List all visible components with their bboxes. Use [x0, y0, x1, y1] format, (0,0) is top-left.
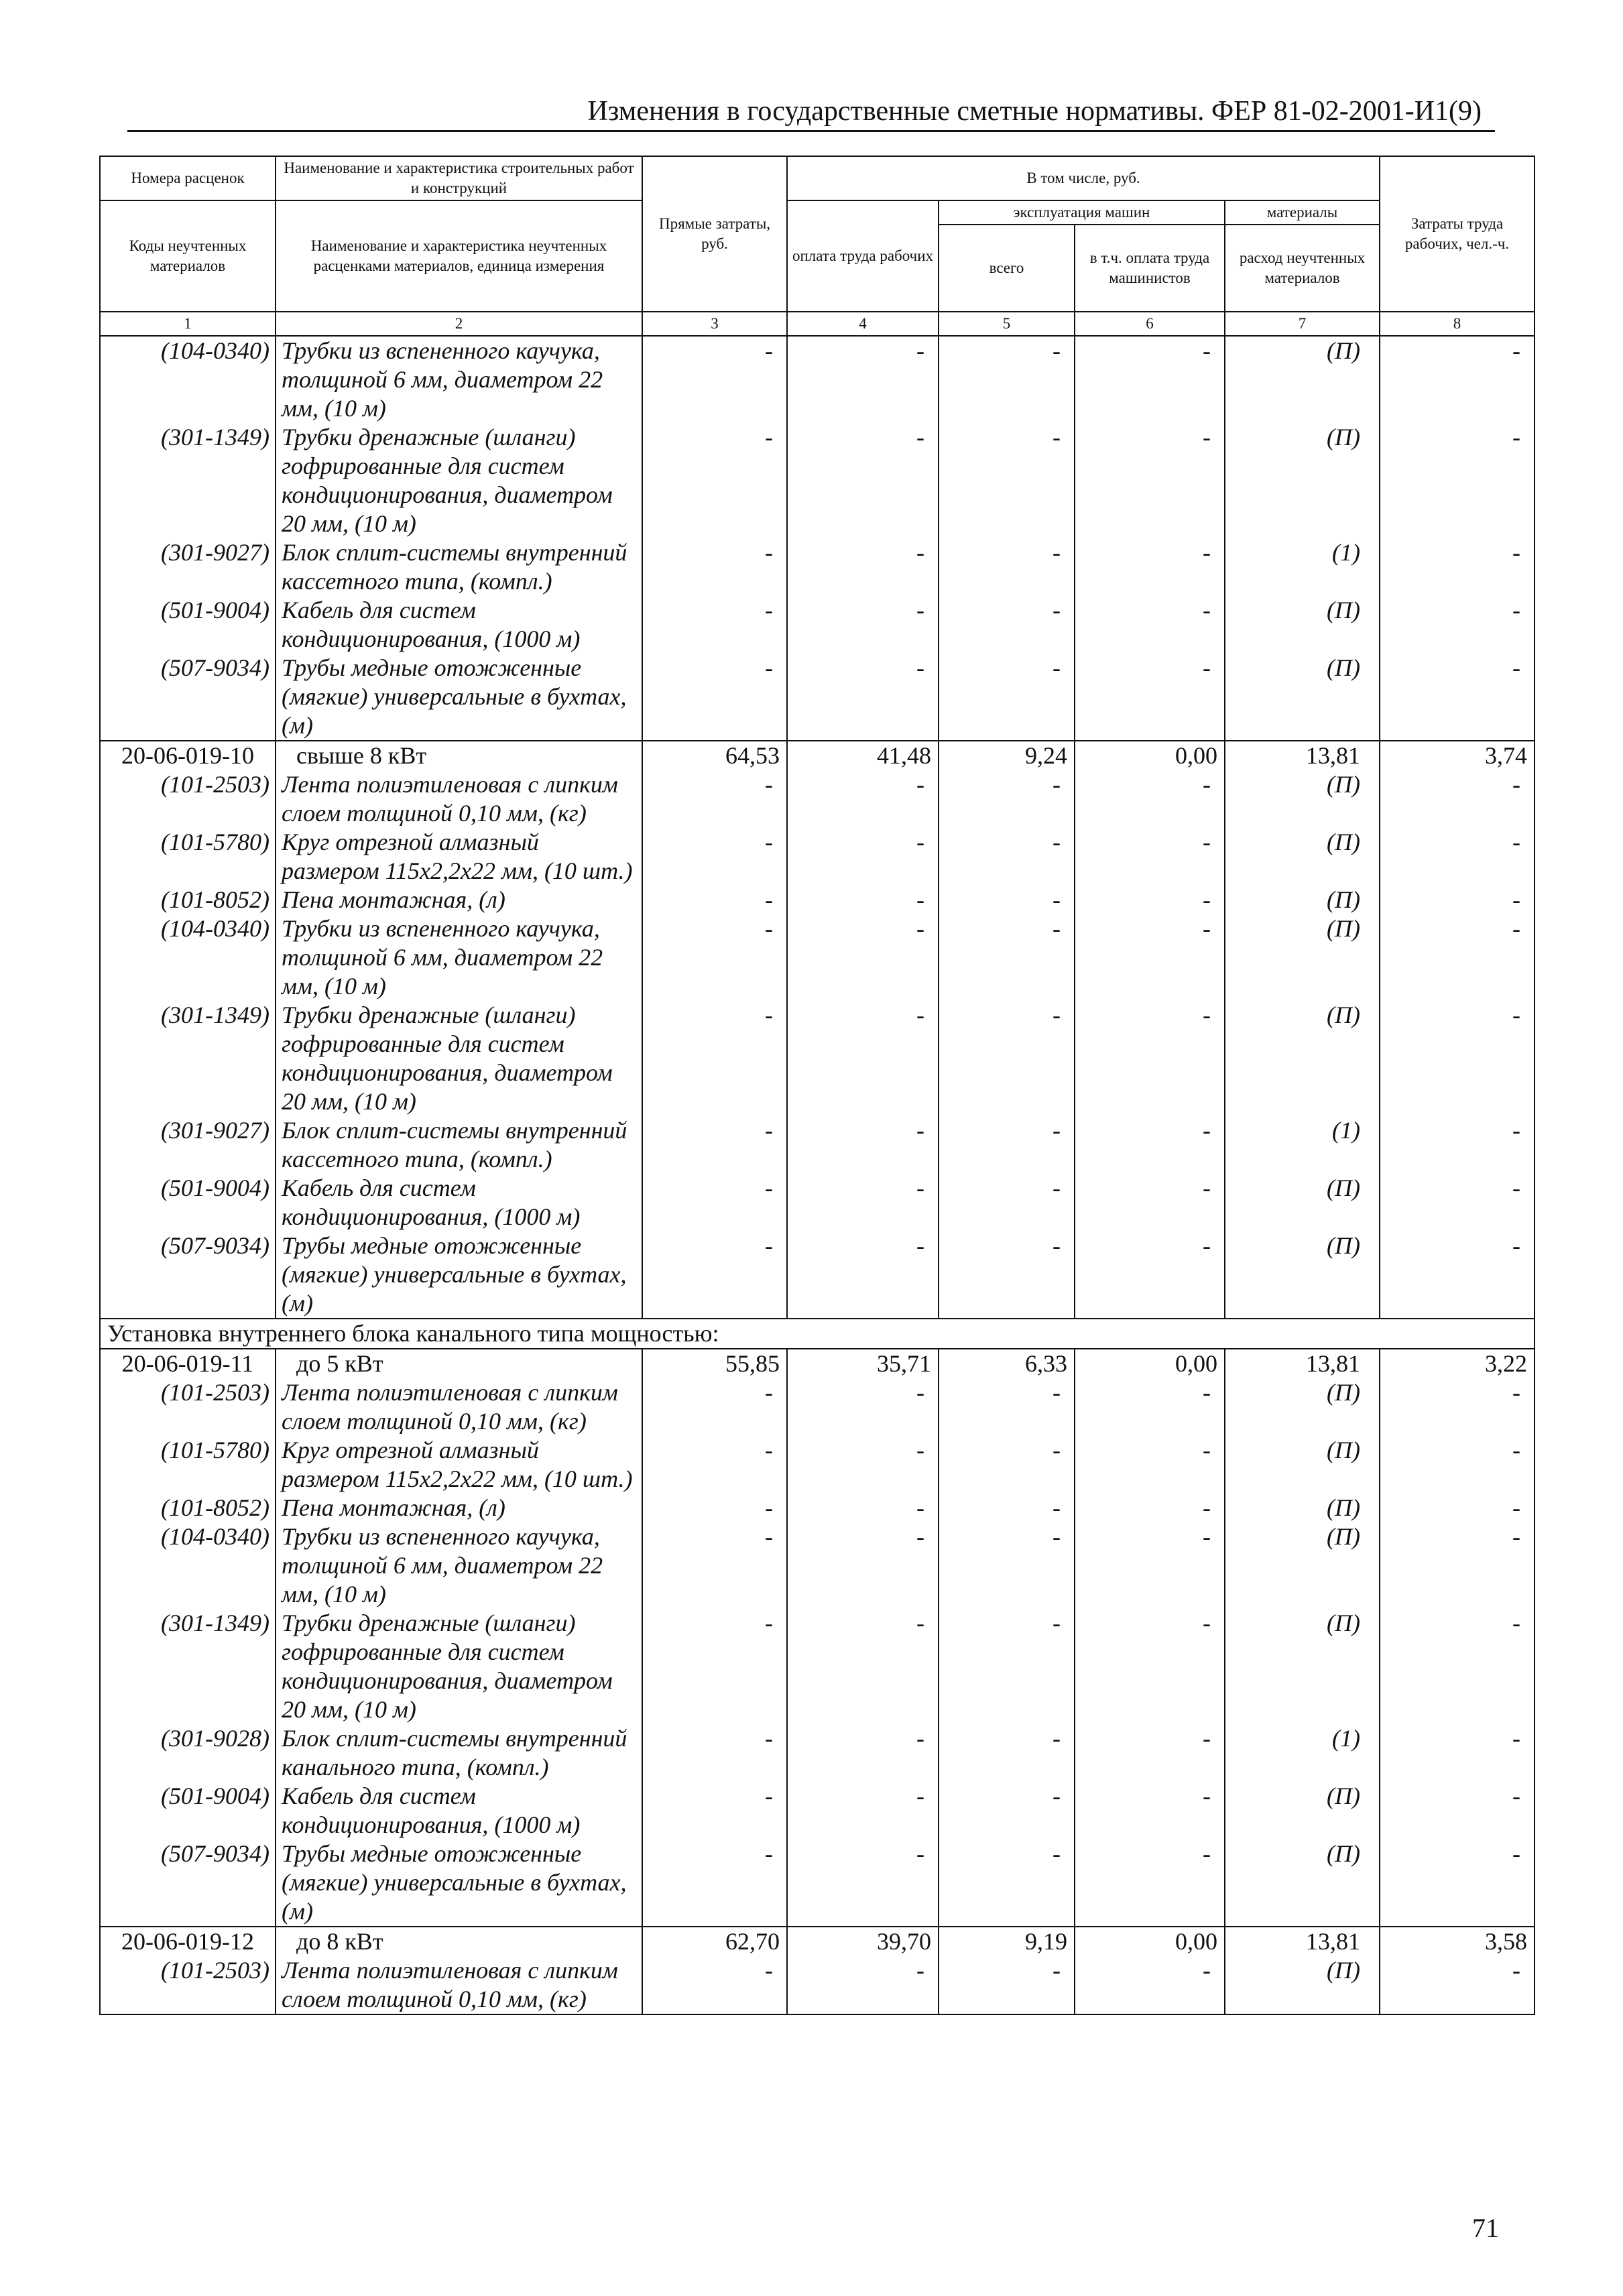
machinist-pay-cell: -	[1075, 770, 1225, 828]
material-name: Трубки из вспененного каучука, толщиной 6 мм, диаметром 22 мм, (10 м)	[276, 336, 642, 423]
col1-bottom-header: Коды неучтенных материалов	[100, 200, 276, 312]
machines-total-cell: -	[939, 1116, 1075, 1174]
materials-cell: (П)	[1225, 1839, 1380, 1927]
machines-total-cell: -	[939, 654, 1075, 741]
labor-pay-cell: -	[787, 886, 939, 914]
labor-hours-cell: -	[1380, 1782, 1535, 1839]
material-row	[100, 1436, 1535, 1494]
direct-costs-cell: -	[642, 886, 787, 914]
col2-top-header: Наименование и характеристика строительных работ и конструкций	[276, 156, 642, 200]
labor-hours-cell: -	[1380, 654, 1535, 741]
machines-header: эксплуатация машин	[939, 200, 1225, 225]
material-row	[100, 1724, 1535, 1782]
materials-cell: (П)	[1225, 828, 1380, 886]
direct-costs-cell: -	[642, 1116, 787, 1174]
material-code: (104-0340)	[100, 336, 276, 423]
material-row	[100, 1494, 1535, 1522]
material-code: (101-2503)	[100, 1956, 276, 2014]
materials-cell: (П)	[1225, 1436, 1380, 1494]
machines-total-cell: -	[939, 1522, 1075, 1609]
material-code: (101-5780)	[100, 1436, 276, 1494]
labor-hours-cell: -	[1380, 1231, 1535, 1319]
materials-cell: (П)	[1225, 770, 1380, 828]
machines-total-cell: -	[939, 1839, 1075, 1927]
materials-cell: 13,81	[1225, 1927, 1380, 1956]
material-name: Трубы медные отожженные (мягкие) универсальные в бухтах, (м)	[276, 1839, 642, 1927]
col6-header: в т.ч. оплата труда машинистов	[1075, 225, 1225, 312]
material-name: Трубки из вспененного каучука, толщиной 6 мм, диаметром 22 мм, (10 м)	[276, 914, 642, 1001]
materials-cell: (1)	[1225, 1724, 1380, 1782]
material-row	[100, 423, 1535, 538]
labor-pay-cell: -	[787, 1231, 939, 1319]
direct-costs-cell: -	[642, 1494, 787, 1522]
material-row	[100, 828, 1535, 886]
labor-pay-cell: 41,48	[787, 741, 939, 770]
labor-hours-cell: -	[1380, 828, 1535, 886]
labor-hours-cell: -	[1380, 1436, 1535, 1494]
section-heading: Установка внутреннего блока канального типа мощностью:	[100, 1319, 1535, 1349]
column-numbers-row	[100, 312, 1535, 336]
labor-pay-cell: -	[787, 770, 939, 828]
direct-costs-cell: -	[642, 1001, 787, 1116]
machines-total-cell: -	[939, 828, 1075, 886]
machines-total-cell: -	[939, 1174, 1075, 1231]
material-row	[100, 914, 1535, 1001]
direct-costs-cell: -	[642, 1724, 787, 1782]
machinist-pay-cell: -	[1075, 336, 1225, 423]
material-code: (101-8052)	[100, 1494, 276, 1522]
machines-total-cell: -	[939, 336, 1075, 423]
materials-cell: 13,81	[1225, 741, 1380, 770]
material-row	[100, 654, 1535, 741]
direct-costs-cell: -	[642, 1839, 787, 1927]
machines-total-cell: -	[939, 770, 1075, 828]
materials-cell: (П)	[1225, 336, 1380, 423]
header-title: Изменения в государственные сметные нормативы. ФЕР 81-02-2001-И1(9)	[587, 96, 1482, 127]
material-code: (301-1349)	[100, 1001, 276, 1116]
materials-cell: (П)	[1225, 596, 1380, 654]
machinist-pay-cell: -	[1075, 1378, 1225, 1436]
machinist-pay-cell: 0,00	[1075, 741, 1225, 770]
material-row	[100, 1174, 1535, 1231]
labor-pay-cell: -	[787, 828, 939, 886]
direct-costs-cell: -	[642, 770, 787, 828]
labor-hours-cell: -	[1380, 1839, 1535, 1927]
price-code: 20-06-019-10	[100, 741, 276, 770]
machines-total-cell: -	[939, 423, 1075, 538]
machinist-pay-cell: -	[1075, 1174, 1225, 1231]
machinist-pay-cell: -	[1075, 596, 1225, 654]
materials-cell: (П)	[1225, 1782, 1380, 1839]
machines-total-cell: -	[939, 1231, 1075, 1319]
section-heading-row	[100, 1319, 1535, 1349]
materials-cell: (П)	[1225, 1378, 1380, 1436]
machinist-pay-cell: -	[1075, 1609, 1225, 1724]
labor-pay-cell: -	[787, 1782, 939, 1839]
labor-hours-cell: -	[1380, 1956, 1535, 2014]
material-row	[100, 336, 1535, 423]
materials-header: материалы	[1225, 200, 1380, 225]
col3-header: Прямые затраты, руб.	[642, 156, 787, 312]
direct-costs-cell: 55,85	[642, 1349, 787, 1378]
machinist-pay-cell: 0,00	[1075, 1349, 1225, 1378]
labor-hours-cell: 3,58	[1380, 1927, 1535, 1956]
material-name: Блок сплит-системы внутренний кассетного типа, (компл.)	[276, 538, 642, 596]
direct-costs-cell: -	[642, 1782, 787, 1839]
material-row	[100, 538, 1535, 596]
machines-total-cell: -	[939, 1494, 1075, 1522]
labor-hours-cell: 3,74	[1380, 741, 1535, 770]
material-code: (501-9004)	[100, 596, 276, 654]
direct-costs-cell: -	[642, 1609, 787, 1724]
materials-cell: (П)	[1225, 423, 1380, 538]
machinist-pay-cell: -	[1075, 1001, 1225, 1116]
material-code: (301-9027)	[100, 1116, 276, 1174]
machines-total-cell: -	[939, 914, 1075, 1001]
material-name: Трубки дренажные (шланги) гофрированные для систем кондиционирования, диаметром 20 мм, (10 м)	[276, 423, 642, 538]
price-row	[100, 741, 1535, 770]
direct-costs-cell: -	[642, 1956, 787, 2014]
material-name: Трубы медные отожженные (мягкие) универсальные в бухтах, (м)	[276, 654, 642, 741]
col-number: 3	[642, 312, 787, 336]
material-row	[100, 770, 1535, 828]
labor-pay-cell: -	[787, 1001, 939, 1116]
price-name: свыше 8 кВт	[276, 741, 642, 770]
labor-hours-cell: -	[1380, 886, 1535, 914]
material-code: (501-9004)	[100, 1782, 276, 1839]
material-name: Круг отрезной алмазный размером 115х2,2х22 мм, (10 шт.)	[276, 1436, 642, 1494]
material-code: (507-9034)	[100, 654, 276, 741]
material-row	[100, 1231, 1535, 1319]
direct-costs-cell: -	[642, 1436, 787, 1494]
material-name: Пена монтажная, (л)	[276, 1494, 642, 1522]
materials-cell: (П)	[1225, 1956, 1380, 2014]
col8-header: Затраты труда рабочих, чел.-ч.	[1380, 156, 1535, 312]
labor-pay-cell: -	[787, 538, 939, 596]
labor-hours-cell: -	[1380, 1609, 1535, 1724]
labor-hours-cell: -	[1380, 423, 1535, 538]
machinist-pay-cell: 0,00	[1075, 1927, 1225, 1956]
direct-costs-cell: -	[642, 828, 787, 886]
machines-total-cell: -	[939, 1378, 1075, 1436]
labor-hours-cell: -	[1380, 1522, 1535, 1609]
direct-costs-cell: 62,70	[642, 1927, 787, 1956]
machinist-pay-cell: -	[1075, 1436, 1225, 1494]
labor-hours-cell: -	[1380, 538, 1535, 596]
direct-costs-cell: -	[642, 423, 787, 538]
machinist-pay-cell: -	[1075, 654, 1225, 741]
col-number: 5	[939, 312, 1075, 336]
materials-cell: (П)	[1225, 1231, 1380, 1319]
machines-total-cell: -	[939, 538, 1075, 596]
labor-pay-cell: -	[787, 1494, 939, 1522]
machinist-pay-cell: -	[1075, 1839, 1225, 1927]
col-number: 8	[1380, 312, 1535, 336]
material-row	[100, 1378, 1535, 1436]
machinist-pay-cell: -	[1075, 828, 1225, 886]
materials-cell: (П)	[1225, 886, 1380, 914]
price-name: до 5 кВт	[276, 1349, 642, 1378]
material-code: (101-8052)	[100, 886, 276, 914]
material-code: (507-9034)	[100, 1231, 276, 1319]
labor-pay-cell: -	[787, 1436, 939, 1494]
labor-pay-cell: -	[787, 1174, 939, 1231]
material-name: Пена монтажная, (л)	[276, 886, 642, 914]
material-code: (301-9028)	[100, 1724, 276, 1782]
labor-hours-cell: -	[1380, 1116, 1535, 1174]
direct-costs-cell: -	[642, 336, 787, 423]
materials-cell: (1)	[1225, 538, 1380, 596]
machinist-pay-cell: -	[1075, 1724, 1225, 1782]
direct-costs-cell: -	[642, 1378, 787, 1436]
machinist-pay-cell: -	[1075, 914, 1225, 1001]
direct-costs-cell: -	[642, 914, 787, 1001]
machines-total-cell: -	[939, 1609, 1075, 1724]
labor-hours-cell: -	[1380, 1494, 1535, 1522]
material-code: (104-0340)	[100, 1522, 276, 1609]
material-row	[100, 1522, 1535, 1609]
material-name: Трубы медные отожженные (мягкие) универсальные в бухтах, (м)	[276, 1231, 642, 1319]
direct-costs-cell: 64,53	[642, 741, 787, 770]
material-code: (101-2503)	[100, 770, 276, 828]
labor-pay-cell: -	[787, 1956, 939, 2014]
machines-total-cell: -	[939, 1724, 1075, 1782]
col-number: 7	[1225, 312, 1380, 336]
col-number: 1	[100, 312, 276, 336]
material-name: Кабель для систем кондиционирования, (1000 м)	[276, 1174, 642, 1231]
labor-hours-cell: -	[1380, 1378, 1535, 1436]
machinist-pay-cell: -	[1075, 1522, 1225, 1609]
direct-costs-cell: -	[642, 1522, 787, 1609]
col-number: 6	[1075, 312, 1225, 336]
labor-pay-cell: -	[787, 654, 939, 741]
col-number: 2	[276, 312, 642, 336]
material-code: (301-1349)	[100, 423, 276, 538]
machinist-pay-cell: -	[1075, 1231, 1225, 1319]
materials-cell: (П)	[1225, 1494, 1380, 1522]
labor-hours-cell: -	[1380, 1001, 1535, 1116]
materials-cell: (П)	[1225, 654, 1380, 741]
page-number: 71	[1472, 2213, 1499, 2243]
material-name: Трубки дренажные (шланги) гофрированные для систем кондиционирования, диаметром 20 мм, (10 м)	[276, 1001, 642, 1116]
material-code: (507-9034)	[100, 1839, 276, 1927]
machinist-pay-cell: -	[1075, 1782, 1225, 1839]
materials-cell: (П)	[1225, 1001, 1380, 1116]
price-code: 20-06-019-11	[100, 1349, 276, 1378]
rates-table	[99, 156, 1535, 2015]
direct-costs-cell: -	[642, 654, 787, 741]
price-code: 20-06-019-12	[100, 1927, 276, 1956]
machines-total-cell: -	[939, 1436, 1075, 1494]
direct-costs-cell: -	[642, 1174, 787, 1231]
col4-header: оплата труда рабочих	[787, 200, 939, 312]
machines-total-cell: 9,19	[939, 1927, 1075, 1956]
labor-pay-cell: -	[787, 596, 939, 654]
machinist-pay-cell: -	[1075, 1116, 1225, 1174]
material-code: (301-1349)	[100, 1609, 276, 1724]
direct-costs-cell: -	[642, 1231, 787, 1319]
machinist-pay-cell: -	[1075, 538, 1225, 596]
material-row	[100, 596, 1535, 654]
page-header	[127, 93, 1495, 132]
machines-total-cell: -	[939, 596, 1075, 654]
labor-pay-cell: -	[787, 423, 939, 538]
material-name: Кабель для систем кондиционирования, (1000 м)	[276, 596, 642, 654]
price-row	[100, 1927, 1535, 1956]
machinist-pay-cell: -	[1075, 423, 1225, 538]
table-header	[100, 156, 1535, 336]
col2-bottom-header: Наименование и характеристика неучтенных расценками материалов, единица измерения	[276, 200, 642, 312]
material-name: Блок сплит-системы внутренний канального типа, (компл.)	[276, 1724, 642, 1782]
material-name: Лента полиэтиленовая с липким слоем толщиной 0,10 мм, (кг)	[276, 1378, 642, 1436]
material-name: Лента полиэтиленовая с липким слоем толщиной 0,10 мм, (кг)	[276, 770, 642, 828]
materials-cell: (П)	[1225, 1174, 1380, 1231]
labor-pay-cell: -	[787, 1724, 939, 1782]
labor-hours-cell: -	[1380, 914, 1535, 1001]
material-code: (101-5780)	[100, 828, 276, 886]
labor-hours-cell: -	[1380, 596, 1535, 654]
labor-pay-cell: -	[787, 1839, 939, 1927]
materials-cell: (П)	[1225, 1522, 1380, 1609]
material-code: (104-0340)	[100, 914, 276, 1001]
direct-costs-cell: -	[642, 596, 787, 654]
col1-top-header: Номера расценок	[100, 156, 276, 200]
machinist-pay-cell: -	[1075, 1494, 1225, 1522]
table-body	[100, 336, 1535, 2014]
labor-pay-cell: -	[787, 336, 939, 423]
machines-total-cell: -	[939, 1956, 1075, 2014]
material-name: Круг отрезной алмазный размером 115х2,2х22 мм, (10 шт.)	[276, 828, 642, 886]
labor-pay-cell: -	[787, 1609, 939, 1724]
labor-hours-cell: -	[1380, 1174, 1535, 1231]
machines-total-cell: 9,24	[939, 741, 1075, 770]
material-row	[100, 1956, 1535, 2014]
material-code: (101-2503)	[100, 1378, 276, 1436]
labor-pay-cell: -	[787, 1116, 939, 1174]
labor-pay-cell: -	[787, 1378, 939, 1436]
material-row	[100, 1839, 1535, 1927]
labor-pay-cell: -	[787, 1522, 939, 1609]
material-row	[100, 886, 1535, 914]
col-number: 4	[787, 312, 939, 336]
direct-costs-cell: -	[642, 538, 787, 596]
materials-cell: 13,81	[1225, 1349, 1380, 1378]
material-code: (501-9004)	[100, 1174, 276, 1231]
materials-cell: (П)	[1225, 1609, 1380, 1724]
machines-total-cell: -	[939, 1001, 1075, 1116]
labor-pay-cell: 35,71	[787, 1349, 939, 1378]
labor-hours-cell: -	[1380, 770, 1535, 828]
col7-header: расход неучтенных материалов	[1225, 225, 1380, 312]
materials-cell: (1)	[1225, 1116, 1380, 1174]
price-row	[100, 1349, 1535, 1378]
labor-pay-cell: -	[787, 914, 939, 1001]
group-header: В том числе, руб.	[787, 156, 1380, 200]
labor-hours-cell: -	[1380, 336, 1535, 423]
machines-total-cell: 6,33	[939, 1349, 1075, 1378]
material-row	[100, 1116, 1535, 1174]
machinist-pay-cell: -	[1075, 886, 1225, 914]
labor-hours-cell: 3,22	[1380, 1349, 1535, 1378]
machines-total-cell: -	[939, 886, 1075, 914]
material-row	[100, 1001, 1535, 1116]
material-name: Трубки дренажные (шланги) гофрированные для систем кондиционирования, диаметром 20 мм, (10 м)	[276, 1609, 642, 1724]
labor-hours-cell: -	[1380, 1724, 1535, 1782]
material-name: Кабель для систем кондиционирования, (1000 м)	[276, 1782, 642, 1839]
machinist-pay-cell: -	[1075, 1956, 1225, 2014]
col5-header: всего	[939, 225, 1075, 312]
material-code: (301-9027)	[100, 538, 276, 596]
materials-cell: (П)	[1225, 914, 1380, 1001]
price-name: до 8 кВт	[276, 1927, 642, 1956]
material-name: Лента полиэтиленовая с липким слоем толщиной 0,10 мм, (кг)	[276, 1956, 642, 2014]
labor-pay-cell: 39,70	[787, 1927, 939, 1956]
material-name: Блок сплит-системы внутренний кассетного типа, (компл.)	[276, 1116, 642, 1174]
machines-total-cell: -	[939, 1782, 1075, 1839]
material-name: Трубки из вспененного каучука, толщиной 6 мм, диаметром 22 мм, (10 м)	[276, 1522, 642, 1609]
material-row	[100, 1782, 1535, 1839]
material-row	[100, 1609, 1535, 1724]
